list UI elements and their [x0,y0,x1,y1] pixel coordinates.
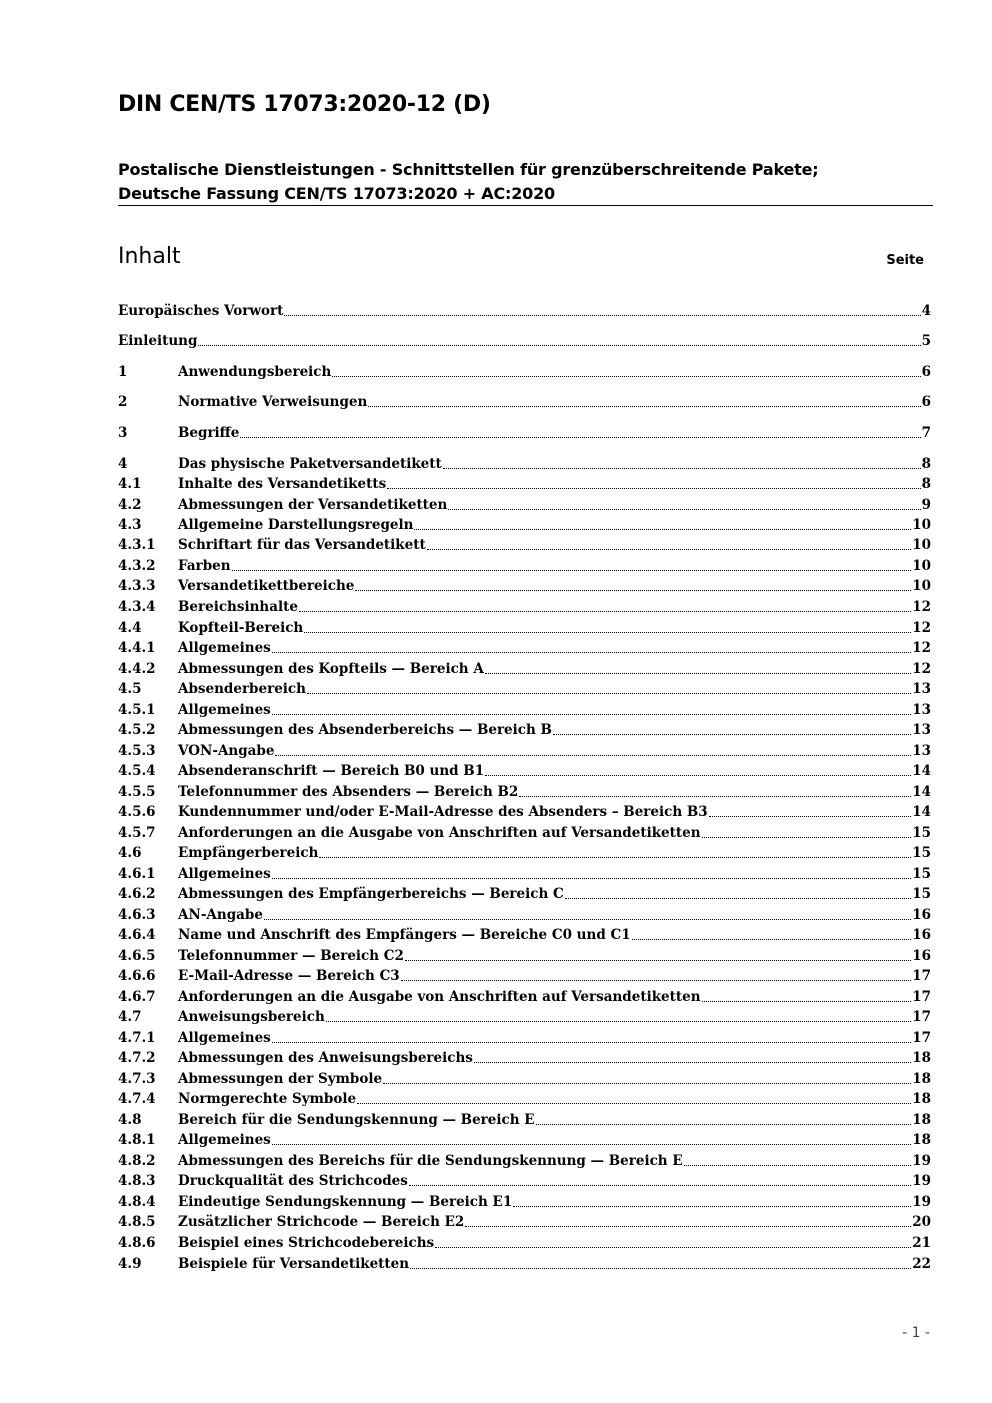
toc-entry-number: 4.3.3 [118,578,156,594]
toc-dot-leader [284,315,920,316]
toc-entry[interactable] [118,331,931,351]
toc-entry[interactable] [118,823,931,843]
toc-entry-title: Kundennummer und/oder E-Mail-Adresse des Absenders – Bereich B3 [178,804,708,820]
toc-entry-number: 4.3 [118,517,142,533]
toc-entry-page: 5 [921,333,931,349]
toc-entry[interactable] [118,966,931,986]
toc-entry-number: 4.4.1 [118,640,156,656]
toc-entry[interactable] [118,884,931,904]
toc-dot-leader [272,1144,911,1145]
toc-dot-leader [709,816,912,817]
toc-entry[interactable] [118,679,931,699]
toc-entry-number: 4.8.3 [118,1173,156,1189]
toc-entry-title: Bereichsinhalte [178,599,298,615]
toc-entry-page: 4 [921,303,931,319]
toc-entry-title: Abmessungen des Anweisungsbereichs [178,1050,473,1066]
toc-entry-title: Absenderanschrift — Bereich B0 und B1 [178,763,485,779]
toc-entry-page: 19 [912,1194,931,1210]
toc-entry-title: Normgerechte Symbole [178,1091,357,1107]
toc-entry-page: 14 [912,784,931,800]
toc-entry-number: 4.6.2 [118,886,156,902]
toc-dot-leader [272,1042,911,1043]
toc-dot-leader [405,960,911,961]
toc-entry-number: 4.6 [118,845,142,861]
toc-entry[interactable] [118,1028,931,1048]
toc-entry[interactable] [118,495,931,515]
toc-entry-number: 4.5.1 [118,702,156,718]
toc-dot-leader [427,549,912,550]
toc-entry-page: 18 [912,1071,931,1087]
toc-entry-title: Telefonnummer des Absenders — Bereich B2 [178,784,519,800]
toc-entry-page: 12 [912,620,931,636]
toc-entry-number: 4.5.6 [118,804,156,820]
toc-entry-number: 4.5.5 [118,784,156,800]
toc-entry[interactable] [118,802,931,822]
toc-entry-number: 4.4.2 [118,661,156,677]
toc-entry-page: 22 [912,1256,931,1272]
toc-entry[interactable] [118,1192,931,1212]
toc-entry[interactable] [118,782,931,802]
toc-entry[interactable] [118,454,931,474]
toc-entry-title: Allgemeines [178,1132,271,1148]
toc-entry-page: 15 [912,825,931,841]
toc-dot-leader [448,509,920,510]
toc-entry-title: Druckqualität des Strichcodes [178,1173,408,1189]
toc-entry-page: 18 [912,1112,931,1128]
toc-entry-page: 15 [912,845,931,861]
toc-entry-number: 4.5.3 [118,743,156,759]
toc-page-column-label: Seite [886,253,924,268]
toc-dot-leader [387,488,920,489]
toc-entry-title: Normative Verweisungen [178,394,368,410]
toc-entry-page: 9 [921,497,931,513]
toc-entry-page: 21 [912,1235,931,1251]
toc-entry[interactable] [118,843,931,863]
toc-entry-title: E-Mail-Adresse — Bereich C3 [178,968,400,984]
toc-entry-page: 17 [912,968,931,984]
toc-entry-page: 17 [912,1009,931,1025]
toc-entry-title: Abmessungen des Kopfteils — Bereich A [178,661,484,677]
toc-entry[interactable] [118,1212,931,1232]
toc-entry-title: Allgemeines [178,702,271,718]
toc-entry-title: Eindeutige Sendungskennung — Bereich E1 [178,1194,513,1210]
toc-entry-number: 4.7.4 [118,1091,156,1107]
toc-entry-page: 6 [921,394,931,410]
toc-entry-title: Name und Anschrift des Empfängers — Bereiche C0 und C1 [178,927,631,943]
toc-entry-number: 4.7 [118,1009,142,1025]
toc-entry-page: 6 [921,364,931,380]
toc-entry[interactable] [118,515,931,535]
toc-entry-title: Allgemeines [178,866,271,882]
toc-entry-page: 17 [912,1030,931,1046]
toc-entry-page: 16 [912,948,931,964]
toc-entry-title: Einleitung [118,333,198,349]
toc-dot-leader [304,632,911,633]
toc-entry[interactable] [118,1007,931,1027]
toc-entry-number: 4.4 [118,620,142,636]
toc-entry-title: Anwendungsbereich [178,364,332,380]
toc-entry[interactable] [118,946,931,966]
toc-entry-number: 1 [118,364,128,380]
toc-entry[interactable] [118,761,931,781]
toc-entry-title: Abmessungen des Absenderbereichs — Bereich B [178,722,552,738]
toc-entry-page: 13 [912,722,931,738]
toc-entry-title: Schriftart für das Versandetikett [178,537,426,553]
toc-entry-number: 4.8.6 [118,1235,156,1251]
subtitle-line-2: Deutsche Fassung CEN/TS 17073:2020 + AC:2020 [118,184,555,203]
toc-dot-leader [409,1185,911,1186]
toc-entry-title: Begriffe [178,425,240,441]
toc-dot-leader [519,796,911,797]
toc-entry[interactable] [118,576,931,596]
toc-entry-number: 4.8.4 [118,1194,156,1210]
toc-entry-title: Empfängerbereich [178,845,319,861]
toc-entry[interactable] [118,1069,931,1089]
toc-entry-page: 8 [921,476,931,492]
toc-entry-page: 18 [912,1050,931,1066]
toc-entry-page: 10 [912,578,931,594]
toc-entry-number: 4.6.7 [118,989,156,1005]
toc-entry-title: Zusätzlicher Strichcode — Bereich E2 [178,1214,465,1230]
toc-entry[interactable] [118,423,931,443]
toc-entry-number: 4.7.3 [118,1071,156,1087]
toc-entry[interactable] [118,638,931,658]
toc-dot-leader [198,345,920,346]
toc-dot-leader [485,673,911,674]
toc-entry[interactable] [118,1130,931,1150]
toc-dot-leader [485,775,911,776]
toc-heading: Inhalt [118,244,181,269]
toc-entry-page: 20 [912,1214,931,1230]
toc-dot-leader [435,1247,911,1248]
toc-entry[interactable] [118,700,931,720]
toc-entry-title: Das physische Paketversandetikett [178,456,442,472]
toc-dot-leader [332,376,920,377]
toc-entry[interactable] [118,1048,931,1068]
toc-entry-number: 4.3.1 [118,537,156,553]
toc-entry-page: 17 [912,989,931,1005]
toc-entry-number: 4.5.2 [118,722,156,738]
toc-entry[interactable] [118,474,931,494]
toc-entry-title: Bereich für die Sendungskennung — Bereich E [178,1112,535,1128]
toc-entry-title: Beispiele für Versandetiketten [178,1256,410,1272]
toc-dot-leader [299,611,911,612]
toc-entry-number: 4.6.5 [118,948,156,964]
toc-dot-leader [632,939,912,940]
toc-entry-title: Allgemeines [178,640,271,656]
toc-dot-leader [272,878,911,879]
toc-entry-title: Absenderbereich [178,681,306,697]
toc-entry-number: 4.9 [118,1256,142,1272]
toc-entry-page: 10 [912,537,931,553]
toc-entry[interactable] [118,720,931,740]
toc-entry-number: 4.8.1 [118,1132,156,1148]
toc-dot-leader [357,1103,911,1104]
toc-dot-leader [240,437,920,438]
toc-entry-page: 19 [912,1153,931,1169]
toc-entry-title: Europäisches Vorwort [118,303,284,319]
toc-entry-number: 4 [118,456,128,472]
toc-dot-leader [264,919,911,920]
toc-entry[interactable] [118,1089,931,1109]
toc-dot-leader [355,590,911,591]
toc-dot-leader [702,1001,912,1002]
toc-entry-page: 14 [912,804,931,820]
toc-entry-title: Allgemeines [178,1030,271,1046]
document-subtitle [118,158,933,206]
title-divider [118,205,933,206]
toc-dot-leader [465,1226,911,1227]
toc-entry-number: 4.6.1 [118,866,156,882]
toc-entry-page: 12 [912,661,931,677]
toc-dot-leader [368,406,920,407]
toc-entry[interactable] [118,535,931,555]
toc-entry-number: 4.8 [118,1112,142,1128]
toc-dot-leader [513,1206,911,1207]
toc-entry[interactable] [118,864,931,884]
toc-dot-leader [383,1083,911,1084]
toc-entry-page: 15 [912,886,931,902]
toc-entry-title: Anforderungen an die Ausgabe von Anschriften auf Versandetiketten [178,989,701,1005]
toc-entry-number: 4.7.2 [118,1050,156,1066]
toc-entry[interactable] [118,741,931,761]
toc-entry-number: 4.5.7 [118,825,156,841]
toc-entry-title: Inhalte des Versandetiketts [178,476,387,492]
toc-dot-leader [401,980,912,981]
toc-dot-leader [474,1062,911,1063]
toc-entry-page: 10 [912,517,931,533]
toc-entry[interactable] [118,362,931,382]
toc-dot-leader [410,1268,911,1269]
toc-entry[interactable] [118,556,931,576]
toc-entry[interactable] [118,301,931,321]
toc-dot-leader [326,1021,911,1022]
toc-entry[interactable] [118,1171,931,1191]
toc-dot-leader [702,837,912,838]
toc-entry[interactable] [118,987,931,1007]
toc-entry-title: Abmessungen des Bereichs für die Sendungskennung — Bereich E [178,1153,683,1169]
toc-entry-number: 4.2 [118,497,142,513]
toc-dot-leader [414,529,911,530]
toc-entry-number: 4.1 [118,476,142,492]
toc-entry-page: 13 [912,702,931,718]
toc-dot-leader [684,1165,912,1166]
toc-entry-title: Kopfteil-Bereich [178,620,304,636]
toc-entry-title: Abmessungen des Empfängerbereichs — Bereich C [178,886,564,902]
toc-entry-number: 2 [118,394,128,410]
toc-entry-title: Versandetikettbereiche [178,578,355,594]
toc-entry-number: 4.6.6 [118,968,156,984]
toc-entry-number: 4.6.3 [118,907,156,923]
toc-entry[interactable] [118,905,931,925]
toc-entry[interactable] [118,1110,931,1130]
toc-entry[interactable] [118,1233,931,1253]
toc-entry-title: VON-Angabe [178,743,275,759]
toc-entry-title: Anforderungen an die Ausgabe von Anschriften auf Versandetiketten [178,825,701,841]
toc-entry-number: 3 [118,425,128,441]
toc-entry-page: 12 [912,599,931,615]
toc-entry-title: Allgemeine Darstellungsregeln [178,517,414,533]
toc-entry[interactable] [118,659,931,679]
toc-dot-leader [553,734,911,735]
toc-entry-title: Abmessungen der Versandetiketten [178,497,448,513]
toc-dot-leader [307,693,911,694]
toc-entry-page: 12 [912,640,931,656]
toc-entry-number: 4.5 [118,681,142,697]
toc-entry-page: 8 [921,456,931,472]
toc-entry-title: Abmessungen der Symbole [178,1071,383,1087]
toc-entry-title: AN-Angabe [178,907,263,923]
toc-entry-title: Telefonnummer — Bereich C2 [178,948,404,964]
toc-entry-title: Beispiel eines Strichcodebereichs [178,1235,435,1251]
toc-entry-page: 13 [912,681,931,697]
toc-entry-page: 7 [921,425,931,441]
toc-entry-page: 18 [912,1132,931,1148]
toc-dot-leader [272,714,911,715]
toc-entry-number: 4.8.5 [118,1214,156,1230]
toc-entry-page: 19 [912,1173,931,1189]
toc-entry-page: 14 [912,763,931,779]
document-title: DIN CEN/TS 17073:2020-12 (D) [118,92,491,117]
toc-entry[interactable] [118,392,931,412]
toc-entry[interactable] [118,1151,931,1171]
toc-dot-leader [536,1124,912,1125]
toc-entry-number: 4.5.4 [118,763,156,779]
toc-entry[interactable] [118,597,931,617]
toc-entry-number: 4.8.2 [118,1153,156,1169]
toc-entry-title: Anweisungsbereich [178,1009,325,1025]
toc-dot-leader [232,570,912,571]
toc-entry-page: 15 [912,866,931,882]
footer-page-number: - 1 - [902,1325,930,1341]
toc-dot-leader [319,857,911,858]
toc-entry-number: 4.3.2 [118,558,156,574]
toc-entry-page: 13 [912,743,931,759]
toc-dot-leader [272,652,911,653]
subtitle-line-1: Postalische Dienstleistungen - Schnittstellen für grenzüberschreitende Pakete; [118,160,819,179]
toc-entry[interactable] [118,1254,931,1274]
toc-entry[interactable] [118,925,931,945]
toc-dot-leader [443,468,921,469]
toc-entry-number: 4.3.4 [118,599,156,615]
toc-entry-number: 4.7.1 [118,1030,156,1046]
toc-entry-number: 4.6.4 [118,927,156,943]
toc-entry-page: 16 [912,927,931,943]
toc-dot-leader [565,898,911,899]
toc-entry-page: 18 [912,1091,931,1107]
toc-entry-page: 16 [912,907,931,923]
toc-entry-page: 10 [912,558,931,574]
toc-dot-leader [275,755,911,756]
toc-entry[interactable] [118,618,931,638]
toc-entry-title: Farben [178,558,231,574]
